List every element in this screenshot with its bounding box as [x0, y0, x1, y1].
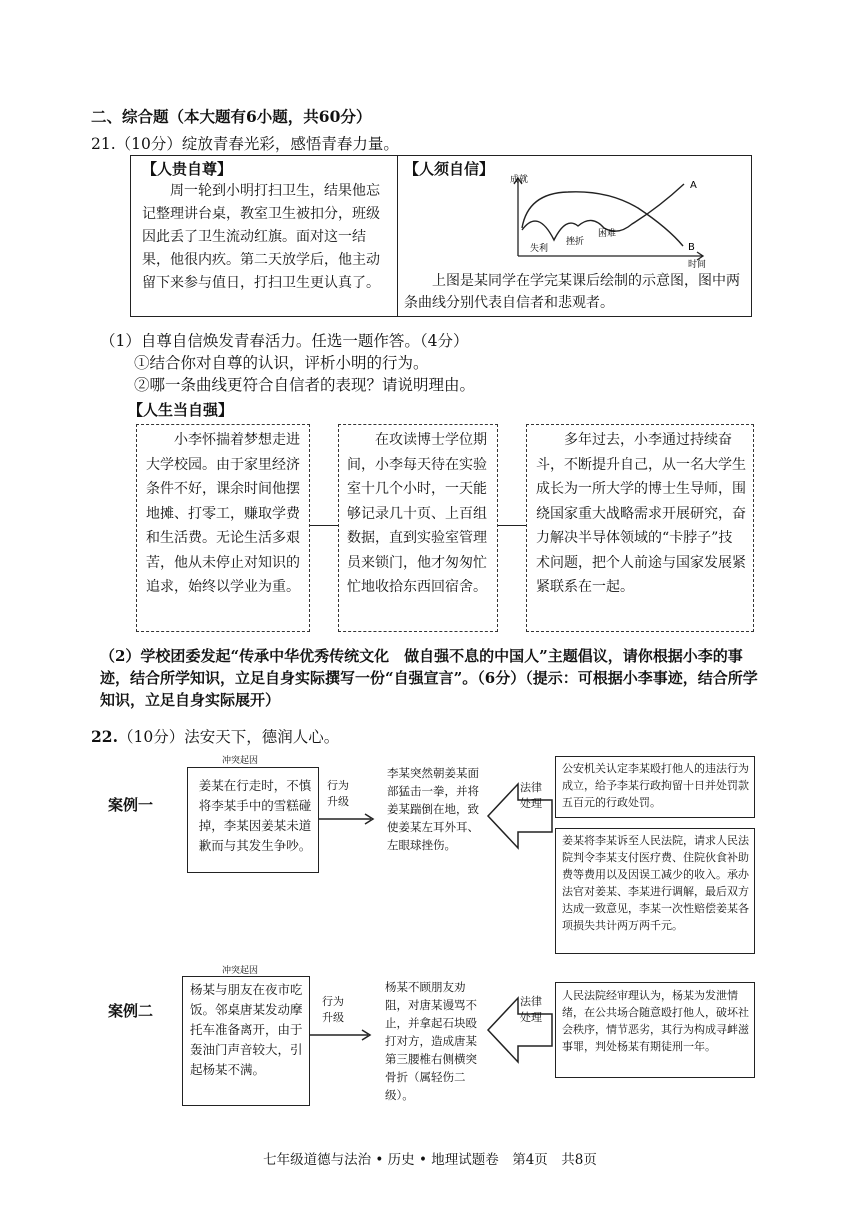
case2-label: 案例二 — [108, 1002, 154, 1020]
story-heading: 【人生当自强】 — [128, 401, 234, 419]
q21-sub1-option1: ①结合你对自尊的认识，评析小明的行为。 — [134, 354, 429, 372]
self-respect-heading: 【人贵自尊】 — [142, 160, 233, 178]
label-failure: 失利 — [530, 244, 549, 254]
page-footer: 七年级道德与法治 • 历史 • 地理试题卷 第4页 共8页 — [263, 1152, 597, 1168]
q22-score: （10分） — [117, 728, 185, 746]
q21-number: 21. — [91, 135, 116, 153]
q22-title: 法安天下，德润人心。 — [184, 728, 340, 746]
case1-escalate-arrow — [319, 812, 379, 826]
q21-sub1-option2: ②哪一条曲线更符合自信者的表现？请说明理由。 — [134, 376, 476, 394]
curve-a-label: A — [690, 180, 697, 191]
story-text-3: 多年过去，小李通过持续奋斗，不断提升自己，从一名大学生成长为一所大学的博士生导师，围绕国家重大战略需求开展研究，奋力解决半导体领域的“卡脖子”技术问题，把个人前途与国家发展紧紧联系在一起。 — [536, 432, 746, 595]
chart-x-label: 时间 — [688, 260, 707, 268]
curve-b-label: B — [688, 242, 695, 253]
q22-number: 22. — [91, 727, 118, 746]
case2-escalate-arrow — [310, 1028, 376, 1042]
q21-score: （10分） — [115, 135, 182, 153]
case2-legal-label: 法律处理 — [520, 995, 542, 1024]
self-confidence-heading: 【人须自信】 — [404, 160, 495, 178]
q21-title: 绽放青春光彩，感悟青春力量。 — [181, 135, 399, 153]
case1-cause-label: 冲突起因 — [222, 756, 259, 766]
case2-legal-text: 人民法院经审理认为，杨某为发泄情绪，在公共场合随意殴打他人，破坏社会秩序，情节恶劣，其行为构成寻衅滋事罪，判处杨某有期徒刑一年。 — [562, 989, 749, 1053]
case2-escalate-label: 行为升级 — [322, 995, 344, 1024]
case2-cause-label: 冲突起因 — [222, 966, 259, 976]
label-difficulty: 困难 — [598, 229, 617, 239]
case2-action-text: 杨某不顾朋友劝阻，对唐某谩骂不止，并拿起石块殴打对方，造成唐某第三腰椎右侧横突骨折（属轻伤二级）。 — [385, 980, 477, 1102]
case1-cause-text: 姜某在行走时，不慎将李某手中的雪糕碰掉，李某因姜某未道歉而与其发生争吵。 — [198, 778, 312, 853]
story-connector-2 — [498, 525, 526, 526]
q21-box-divider — [397, 155, 398, 317]
story-text-2: 在攻读博士学位期间，小李每天待在实验室十几个小时，一天能够记录几十页、上百组数据，直到实验室管理员来锁门，他才匆匆忙忙地收拾东西回宿舍。 — [347, 432, 487, 595]
chart-y-label: 成就 — [510, 175, 529, 185]
self-respect-text: 周一轮到小明打扫卫生，结果他忘记整理讲台桌，教室卫生被扣分，班级因此丢了卫生流动红旗。面对这一结果，他很内疚。第二天放学后，他主动留下来参与值日，打扫卫生更认真了。 — [142, 183, 380, 291]
case1-legal-text-a: 公安机关认定李某殴打他人的违法行为成立，给予李某行政拘留十日并处罚款五百元的行政处罚。 — [562, 762, 749, 809]
section-heading: 二、综合题（本大题有6小题，共60分） — [91, 107, 372, 126]
q21-sub2: （2）学校团委发起“传承中华优秀传统文化 做自强不息的中国人”主题倡议，请你根据小李的事迹，结合所学知识，立足自身实际撰写一份“自强宣言”。（6分）（提示：可根据小李事迹，结合所学知识，立足自身实际展开） — [100, 647, 758, 709]
q22-title-line — [91, 726, 339, 748]
q21-title-line — [91, 133, 399, 155]
label-setback: 挫折 — [566, 237, 585, 247]
story-connector-1 — [310, 525, 338, 526]
case1-label: 案例一 — [108, 796, 154, 814]
confidence-curve-chart — [508, 168, 718, 268]
case1-legal-text-b: 姜某将李某诉至人民法院，请求人民法院判令李某支付医疗费、住院伙食补助费等费用以及因误工减少的收入。承办法官对姜某、李某进行调解，最后双方达成一致意见，李某一次性赔偿姜某各项损失共计两万两千元。 — [562, 834, 749, 932]
case2-cause-text: 杨某与朋友在夜市吃饭。邻桌唐某发动摩托车准备离开，由于轰油门声音较大，引起杨某不满。 — [190, 982, 303, 1077]
case1-legal-label: 法律处理 — [520, 781, 542, 810]
case1-escalate-label: 行为升级 — [327, 779, 349, 808]
story-text-1: 小李怀揣着梦想走进大学校园。由于家里经济条件不好，课余时间他摆地摊、打零工，赚取学费和生活费。无论生活多艰苦，他从未停止对知识的追求，始终以学业为重。 — [146, 432, 300, 595]
chart-caption: 上图是某同学在学完某课后绘制的示意图，图中两条曲线分别代表自信者和悲观者。 — [404, 273, 740, 311]
q21-sub1-stem: （1）自尊自信焕发青春活力。任选一题作答。（4分） — [100, 332, 469, 350]
case1-action-text: 李某突然朝姜某面部猛击一拳，并将姜某踹倒在地，致使姜某左耳外耳、左眼球挫伤。 — [387, 766, 479, 852]
